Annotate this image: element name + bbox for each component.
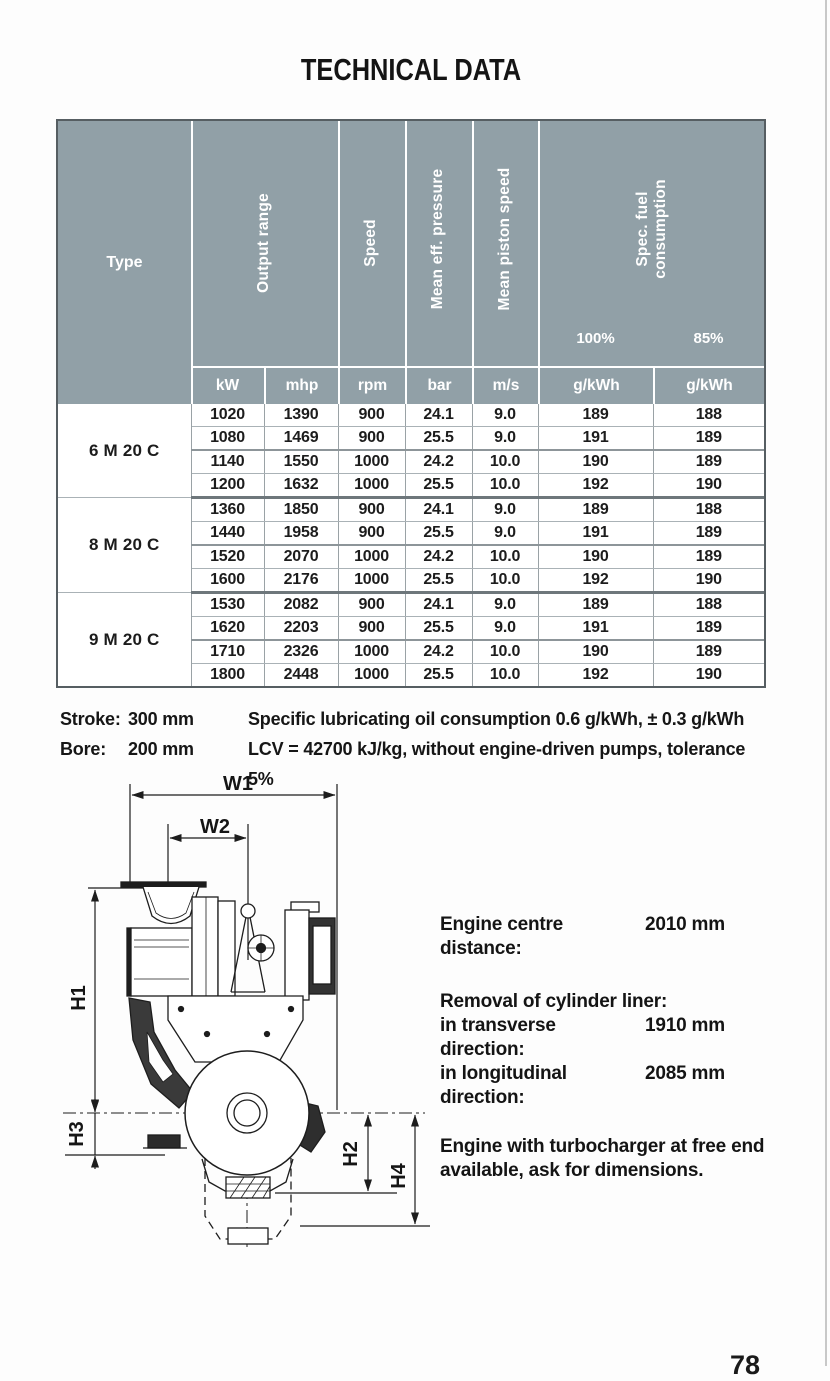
data-cell: 900 <box>338 617 405 641</box>
data-cell: 189 <box>653 450 764 474</box>
engine-data-grid <box>58 404 764 686</box>
longitudinal-label: in longitudinal direction: <box>440 1063 567 1108</box>
col-header-output-range: Output range <box>255 193 272 293</box>
header-divider <box>338 121 340 404</box>
spec-fuel-line2: consumption <box>652 179 669 279</box>
unit-mhp: mhp <box>264 368 338 404</box>
data-cell: 2203 <box>264 617 338 641</box>
dim-label-h2: H2 <box>340 1141 362 1167</box>
specs-block <box>440 913 800 1183</box>
data-cell: 190 <box>653 569 764 593</box>
data-cell: 1080 <box>191 427 264 451</box>
stroke-value: 300 mm <box>128 709 194 729</box>
dim-label-h4: H4 <box>388 1163 410 1189</box>
data-cell: 10.0 <box>472 474 538 498</box>
col-header-speed: Speed <box>362 219 379 267</box>
data-cell: 1000 <box>338 545 405 569</box>
data-cell: 25.5 <box>405 664 472 687</box>
data-cell: 1850 <box>264 498 338 522</box>
data-cell: 1000 <box>338 450 405 474</box>
data-cell: 191 <box>538 617 653 641</box>
data-cell: 2176 <box>264 569 338 593</box>
centre-distance-label: Engine centre distance: <box>440 914 564 959</box>
turbo-note-line1: Engine with turbocharger at free end <box>440 1136 765 1157</box>
data-cell: 24.2 <box>405 545 472 569</box>
data-cell: 1469 <box>264 427 338 451</box>
table-header <box>58 121 764 404</box>
data-cell: 191 <box>538 427 653 451</box>
data-cell: 9.0 <box>472 617 538 641</box>
data-cell: 1440 <box>191 522 264 546</box>
col-header-load-85: 85% <box>693 330 724 347</box>
dim-label-w1: W1 <box>223 773 253 795</box>
data-cell: 1632 <box>264 474 338 498</box>
unit-bar: bar <box>405 368 472 404</box>
engine-type-cell: 6 M 20 C <box>58 404 191 498</box>
longitudinal-value: 2085 mm <box>645 1063 725 1084</box>
data-cell: 24.2 <box>405 640 472 664</box>
data-cell: 1200 <box>191 474 264 498</box>
data-cell: 189 <box>538 593 653 617</box>
data-cell: 192 <box>538 569 653 593</box>
data-cell: 24.2 <box>405 450 472 474</box>
col-header-mean-eff-pressure: Mean eff. pressure <box>429 168 446 310</box>
dim-label-w2: W2 <box>200 816 230 838</box>
data-cell: 1710 <box>191 640 264 664</box>
data-cell: 10.0 <box>472 664 538 687</box>
data-cell: 1530 <box>191 593 264 617</box>
stroke-label: Stroke: <box>60 709 121 729</box>
data-cell: 24.1 <box>405 593 472 617</box>
data-cell: 1360 <box>191 498 264 522</box>
data-cell: 900 <box>338 404 405 427</box>
data-cell: 1520 <box>191 545 264 569</box>
data-cell: 189 <box>653 522 764 546</box>
header-divider <box>191 121 193 404</box>
data-cell: 9.0 <box>472 593 538 617</box>
data-cell: 10.0 <box>472 450 538 474</box>
data-cell: 1140 <box>191 450 264 474</box>
table-row <box>58 593 764 617</box>
data-cell: 188 <box>653 404 764 427</box>
engine-type-cell: 8 M 20 C <box>58 498 191 593</box>
lcv-note: LCV = 42700 kJ/kg, without engine-driven pumps, tolerance 5% <box>248 739 746 789</box>
notes-row-1 <box>60 704 770 734</box>
data-cell: 1620 <box>191 617 264 641</box>
data-cell: 9.0 <box>472 522 538 546</box>
dim-label-h3: H3 <box>66 1121 88 1147</box>
header-divider <box>472 121 474 404</box>
data-cell: 191 <box>538 522 653 546</box>
data-cell: 1020 <box>191 404 264 427</box>
units-row <box>191 366 764 404</box>
data-cell: 1390 <box>264 404 338 427</box>
transverse-value: 1910 mm <box>645 1015 725 1036</box>
data-cell: 189 <box>653 545 764 569</box>
data-cell: 24.1 <box>405 404 472 427</box>
transverse-row <box>440 1014 800 1062</box>
page-number: 78 <box>730 1350 761 1380</box>
data-cell: 190 <box>653 664 764 687</box>
longitudinal-row <box>440 1062 800 1110</box>
removal-title: Removal of cylinder liner: <box>440 991 668 1012</box>
data-cell: 2326 <box>264 640 338 664</box>
data-cell: 25.5 <box>405 617 472 641</box>
data-cell: 192 <box>538 474 653 498</box>
data-cell: 9.0 <box>472 404 538 427</box>
header-divider <box>538 121 540 404</box>
data-cell: 900 <box>338 593 405 617</box>
unit-gkwh-100: g/kWh <box>538 368 653 404</box>
data-cell: 189 <box>538 498 653 522</box>
col-header-load-100: 100% <box>576 330 615 347</box>
col-header-type: Type <box>106 253 143 271</box>
data-cell: 188 <box>653 593 764 617</box>
data-cell: 10.0 <box>472 545 538 569</box>
col-header-mean-piston-speed: Mean piston speed <box>496 167 513 311</box>
table-row <box>58 404 764 427</box>
lube-consumption-note: Specific lubricating oil consumption 0.6 g/kWh, ± 0.3 g/kWh <box>248 709 745 729</box>
spec-fuel-line1: Spec. fuel <box>634 191 651 267</box>
data-cell: 900 <box>338 498 405 522</box>
data-cell: 25.5 <box>405 569 472 593</box>
unit-rpm: rpm <box>338 368 405 404</box>
data-cell: 190 <box>538 450 653 474</box>
data-cell: 1000 <box>338 664 405 687</box>
engine-type-cell: 9 M 20 C <box>58 593 191 687</box>
data-cell: 9.0 <box>472 427 538 451</box>
data-cell: 24.1 <box>405 498 472 522</box>
data-cell: 10.0 <box>472 569 538 593</box>
bore-value: 200 mm <box>128 739 194 759</box>
technical-data-table <box>56 119 766 688</box>
data-cell: 189 <box>538 404 653 427</box>
data-cell: 1550 <box>264 450 338 474</box>
data-cell: 25.5 <box>405 474 472 498</box>
data-cell: 190 <box>538 545 653 569</box>
data-cell: 1000 <box>338 569 405 593</box>
data-cell: 25.5 <box>405 427 472 451</box>
data-cell: 2082 <box>264 593 338 617</box>
page-title: TECHNICAL DATA <box>300 52 522 87</box>
data-cell: 2070 <box>264 545 338 569</box>
data-cell: 900 <box>338 522 405 546</box>
engine-centre-distance-row <box>440 913 800 961</box>
bore-label: Bore: <box>60 739 107 759</box>
unit-kw: kW <box>215 377 240 394</box>
dim-label-h1: H1 <box>68 985 90 1011</box>
centre-distance-value: 2010 mm <box>645 914 725 935</box>
data-cell: 189 <box>653 640 764 664</box>
turbo-note-line2: available, ask for dimensions. <box>440 1160 704 1181</box>
table-row <box>58 498 764 522</box>
transverse-label: in transverse direction: <box>440 1015 556 1060</box>
data-cell: 1000 <box>338 640 405 664</box>
data-cell: 192 <box>538 664 653 687</box>
unit-gkwh-85: g/kWh <box>653 368 764 404</box>
data-cell: 190 <box>653 474 764 498</box>
data-cell: 189 <box>653 427 764 451</box>
engine-outline <box>121 882 335 1244</box>
data-cell: 25.5 <box>405 522 472 546</box>
engine-dimension-drawing <box>55 770 445 1255</box>
data-cell: 1000 <box>338 474 405 498</box>
data-cell: 1958 <box>264 522 338 546</box>
header-divider <box>405 121 407 404</box>
data-cell: 189 <box>653 617 764 641</box>
data-cell: 9.0 <box>472 498 538 522</box>
data-cell: 2448 <box>264 664 338 687</box>
col-header-spec-fuel-consumption <box>632 129 672 329</box>
unit-ms: m/s <box>472 368 538 404</box>
data-cell: 190 <box>538 640 653 664</box>
data-cell: 900 <box>338 427 405 451</box>
data-cell: 188 <box>653 498 764 522</box>
scan-edge-line <box>825 0 827 1366</box>
data-cell: 10.0 <box>472 640 538 664</box>
data-cell: 1800 <box>191 664 264 687</box>
data-cell: 1600 <box>191 569 264 593</box>
